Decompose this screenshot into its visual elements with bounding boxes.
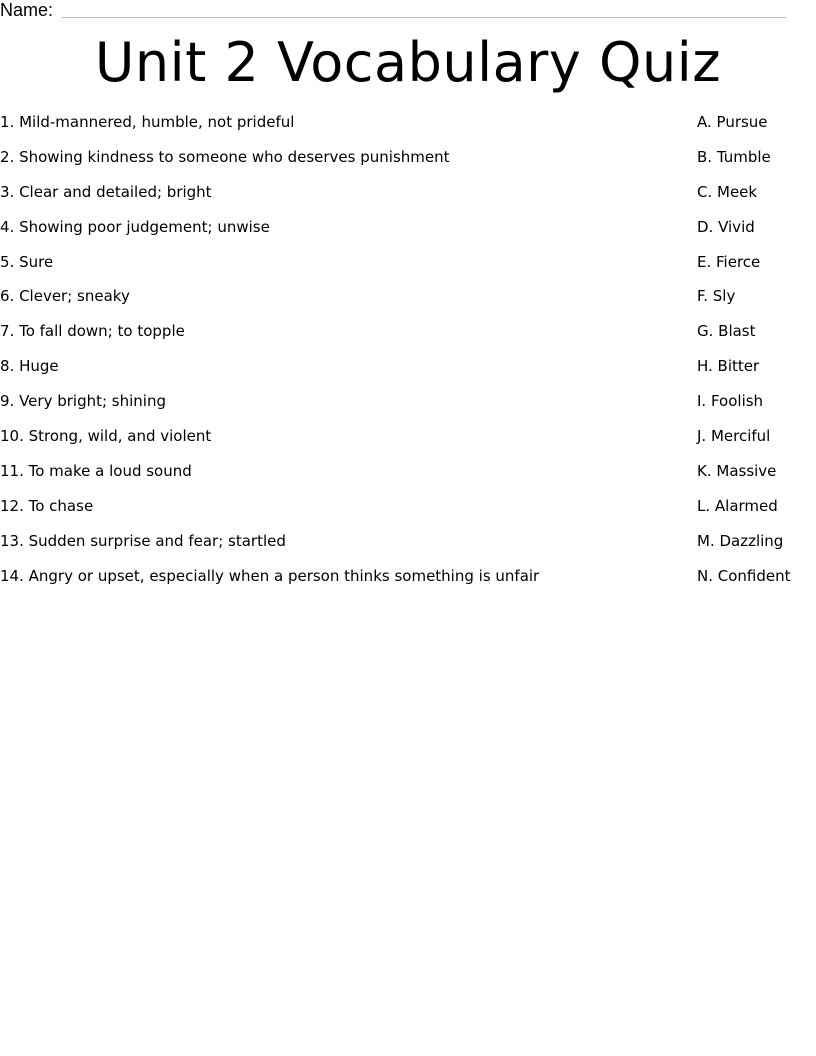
question-clue: 13. Sudden surprise and fear; startled [0, 531, 286, 550]
name-line[interactable] [62, 17, 786, 18]
answer-option: F. Sly [697, 287, 736, 306]
question-clue: 1. Mild-mannered, humble, not prideful [0, 113, 295, 131]
question-clue: 12. To chase [0, 496, 94, 515]
quiz-row [0, 216, 816, 251]
answer-option: I. Foolish [697, 392, 764, 411]
question-clue: 3. Clear and detailed; bright [0, 182, 212, 201]
answer-option: C. Meek [697, 182, 758, 201]
quiz-row [0, 320, 816, 355]
answer-option: D. Vivid [697, 217, 755, 236]
quiz-row [0, 460, 816, 495]
quiz-row [0, 251, 816, 286]
question-clue: 7. To fall down; to topple [0, 322, 185, 341]
quiz-row [0, 565, 816, 600]
question-clue: 9. Very bright; shining [0, 392, 166, 411]
quiz-row [0, 285, 816, 320]
answer-option: A. Pursue [697, 113, 768, 131]
name-field [0, 0, 790, 20]
question-clue: 14. Angry or upset, especially when a person thinks something is unfair [0, 566, 540, 585]
answer-option: J. Merciful [697, 427, 771, 446]
question-clue: 6. Clever; sneaky [0, 287, 130, 306]
question-clue: 10. Strong, wild, and violent [0, 427, 212, 446]
quiz-row [0, 495, 816, 530]
answer-option: H. Bitter [697, 357, 760, 376]
quiz-row [0, 111, 816, 146]
quiz-row [0, 425, 816, 460]
page-title: Unit 2 Vocabulary Quiz [94, 31, 722, 94]
quiz-row [0, 355, 816, 390]
question-clue: 2. Showing kindness to someone who deserves punishment [0, 147, 450, 166]
quiz-row [0, 146, 816, 181]
question-clue: 8. Huge [0, 357, 59, 376]
question-clue: 11. To make a loud sound [0, 461, 192, 480]
quiz-row [0, 390, 816, 425]
answer-option: K. Massive [697, 461, 777, 480]
quiz-row [0, 181, 816, 216]
name-label: Name: [0, 0, 54, 20]
answer-option: M. Dazzling [697, 531, 784, 550]
question-clue: 5. Sure [0, 252, 54, 271]
answer-option: G. Blast [697, 322, 756, 341]
question-clue: 4. Showing poor judgement; unwise [0, 217, 270, 236]
quiz-list [0, 111, 816, 599]
answer-option: N. Confident [697, 566, 791, 585]
answer-option: E. Fierce [697, 252, 761, 271]
quiz-row [0, 530, 816, 565]
answer-option: B. Tumble [697, 147, 771, 166]
answer-option: L. Alarmed [697, 496, 778, 515]
